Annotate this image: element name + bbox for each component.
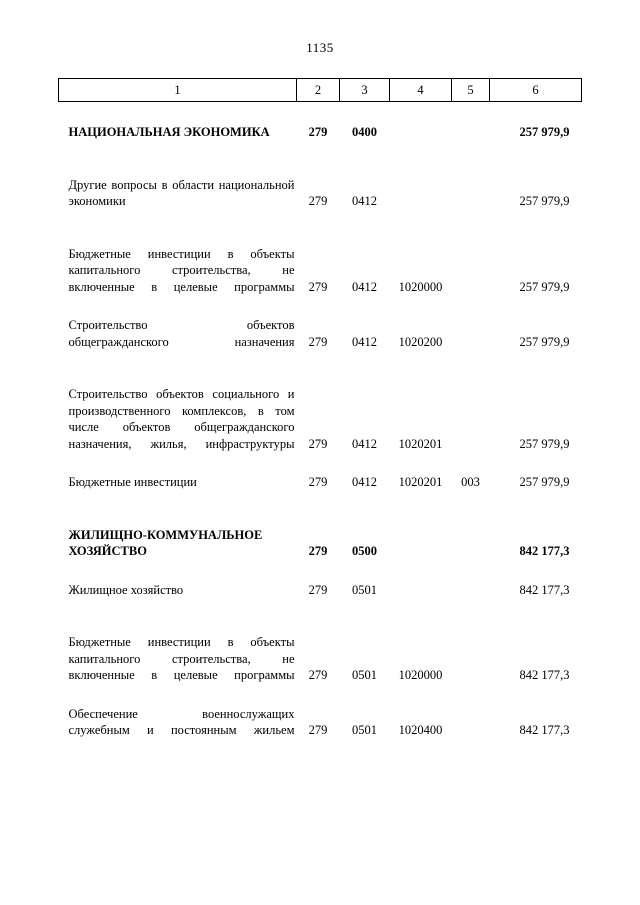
- row-spacer: [59, 224, 582, 246]
- row-spacer: [59, 350, 582, 364]
- row-code-4: [390, 177, 452, 210]
- row-code-3: 0412: [352, 436, 377, 451]
- row-code-2: 279: [308, 668, 328, 682]
- row-name: НАЦИОНАЛЬНАЯ ЭКОНОМИКА: [68, 125, 270, 139]
- table-row: [59, 527, 582, 560]
- column-header-6: 6: [490, 79, 582, 102]
- row-code-5: [452, 634, 490, 684]
- table-row: [59, 706, 582, 739]
- row-code-2: 279: [308, 544, 328, 558]
- row-spacer: [59, 364, 582, 386]
- row-code-3: 0400: [352, 125, 377, 139]
- row-code-3: 0501: [352, 582, 377, 597]
- row-code-5: [452, 527, 490, 560]
- table-row: [59, 582, 582, 599]
- row-code-5: [452, 386, 490, 452]
- row-code-4: 1020201: [398, 475, 443, 489]
- table-row: [59, 317, 582, 350]
- row-spacer: [59, 598, 582, 612]
- row-amount: 257 979,9: [519, 279, 570, 294]
- row-spacer: [59, 102, 582, 125]
- row-amount: 842 177,3: [519, 668, 570, 682]
- column-header-1: 1: [59, 79, 297, 102]
- row-name: Другие вопросы в области национальной экономики: [68, 177, 295, 208]
- row-spacer: [59, 612, 582, 634]
- table-row: [59, 177, 582, 210]
- row-code-3: 0501: [352, 668, 377, 682]
- row-name: Строительство объектов социального и производственного комплексов, в том числе объектов общегражданского назначения, жилья, инфраструктуры: [68, 387, 295, 451]
- row-name: ЖИЛИЩНО-КОММУНАЛЬНОЕ ХОЗЯЙСТВО: [68, 527, 263, 558]
- row-code-2: 279: [308, 436, 328, 451]
- row-code-3: 0412: [352, 279, 377, 294]
- row-amount: 257 979,9: [519, 334, 570, 349]
- row-amount: 257 979,9: [519, 194, 570, 208]
- row-code-2: 279: [308, 194, 328, 208]
- row-code-3: 0412: [352, 194, 377, 208]
- row-spacer: [59, 684, 582, 706]
- column-header-2: 2: [297, 79, 340, 102]
- row-spacer: [59, 155, 582, 177]
- table-row: [59, 246, 582, 296]
- row-code-5: [452, 582, 490, 599]
- table-header-row: [59, 79, 582, 102]
- row-amount: 842 177,3: [519, 582, 570, 597]
- table-row: [59, 386, 582, 452]
- row-code-2: 279: [308, 723, 328, 737]
- row-amount: 257 979,9: [519, 475, 570, 489]
- budget-table: [58, 78, 582, 739]
- row-name: Бюджетные инвестиции в объекты капитального строительства, не включенные в целевые программы: [68, 246, 295, 294]
- budget-table-container: [58, 78, 581, 739]
- row-spacer: [59, 210, 582, 224]
- page-number: 1135: [306, 40, 334, 55]
- row-code-4: 1020201: [398, 436, 443, 451]
- row-code-4: 1020000: [398, 668, 443, 682]
- row-code-2: 279: [308, 475, 328, 489]
- row-code-5: [452, 124, 490, 141]
- row-spacer: [59, 560, 582, 582]
- row-code-4: [390, 124, 452, 141]
- row-spacer: [59, 505, 582, 527]
- row-amount: 257 979,9: [519, 125, 570, 139]
- row-code-4: [390, 582, 452, 599]
- table-row: [59, 124, 582, 141]
- row-code-5: [452, 246, 490, 296]
- row-code-4: 1020200: [398, 334, 443, 349]
- row-code-5: [452, 317, 490, 350]
- row-code-5: 003: [461, 475, 480, 489]
- column-header-4: 4: [390, 79, 452, 102]
- row-code-5: [452, 706, 490, 739]
- row-code-4: [390, 527, 452, 560]
- table-row: [59, 634, 582, 684]
- row-name: Обеспечение военнослужащих служебным и постоянным жильем: [68, 706, 295, 737]
- row-code-4: 1020400: [398, 723, 443, 737]
- row-code-3: 0501: [352, 723, 377, 737]
- row-name: Бюджетные инвестиции в объекты капитального строительства, не включенные в целевые программы: [68, 635, 295, 682]
- row-amount: 842 177,3: [519, 723, 570, 737]
- row-amount: 842 177,3: [519, 544, 570, 558]
- row-name: Жилищное хозяйство: [68, 582, 184, 597]
- row-code-2: 279: [308, 279, 328, 294]
- column-header-5: 5: [452, 79, 490, 102]
- table-row: [59, 474, 582, 491]
- row-code-2: 279: [308, 125, 328, 139]
- budget-table-body: [59, 79, 582, 739]
- row-spacer: [59, 491, 582, 505]
- row-name: Строительство объектов общегражданского назначения: [68, 318, 295, 349]
- row-code-3: 0500: [352, 544, 377, 558]
- row-code-2: 279: [308, 582, 328, 597]
- row-code-5: [452, 177, 490, 210]
- row-spacer: [59, 452, 582, 474]
- row-code-4: 1020000: [398, 279, 443, 294]
- row-code-3: 0412: [352, 334, 377, 349]
- row-spacer: [59, 295, 582, 317]
- row-code-3: 0412: [352, 475, 377, 489]
- row-amount: 257 979,9: [519, 436, 570, 451]
- row-code-2: 279: [308, 334, 328, 349]
- row-spacer: [59, 141, 582, 155]
- column-header-3: 3: [340, 79, 390, 102]
- row-name: Бюджетные инвестиции: [68, 475, 197, 489]
